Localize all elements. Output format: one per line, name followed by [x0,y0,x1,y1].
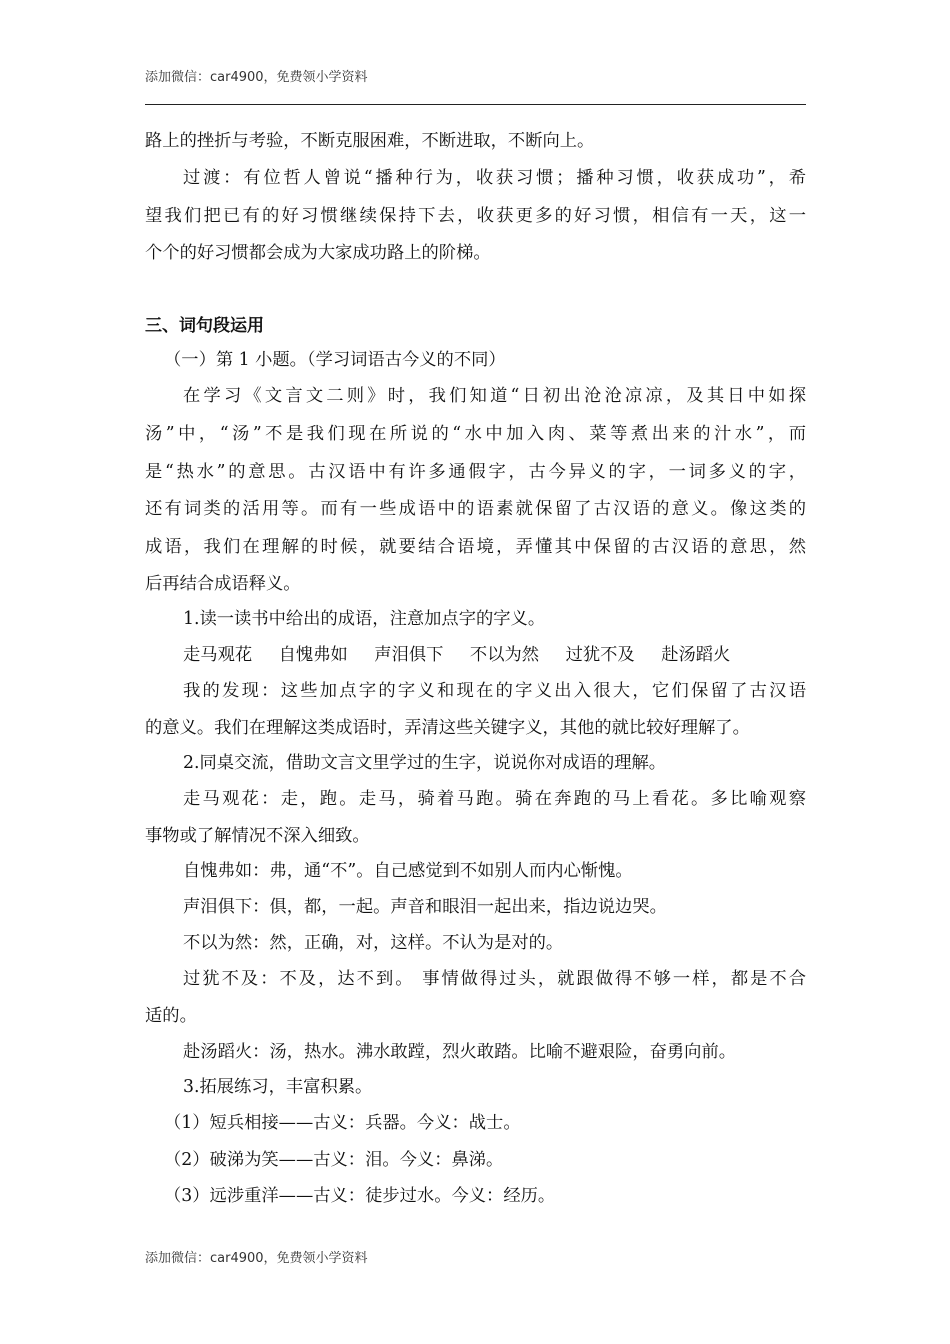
idiom-item: 走马观花 [183,645,253,665]
idiom-item: 过犹不及 [565,645,635,665]
idiom-list [183,640,751,665]
subsection-title: （一）第 1 小题。（学习词语古今义的不同） [164,350,506,370]
paragraph-line: 路上的挫折与考验，不断克服困难，不断进取，不断向上。 [145,131,595,151]
paragraph-line: 过渡：有位哲人曾说“播种行为，收获习惯；播种习惯，收获成功”，希 [183,168,806,188]
paragraph-line: 我的发现：这些加点字的字义和现在的字义出入很大，它们保留了古汉语 [183,681,806,701]
question-2: 2.同桌交流，借助文言文里学过的生字，说说你对成语的理解。 [183,753,667,773]
idiom-item: 赴汤蹈火 [661,645,731,665]
explanation-line: 走马观花：走，跑。走马，骑着马跑。骑在奔跑的马上看花。多比喻观察 [183,789,806,809]
question-1: 1.读一读书中给出的成语，注意加点字的字义。 [183,609,546,629]
exercise-item: （2）破涕为笑——古义：泪。今义：鼻涕。 [164,1150,504,1170]
explanation-line: 自愧弗如：弗，通“不”。自己感觉到不如别人而内心惭愧。 [183,861,633,881]
paragraph-line: 的意义。我们在理解这类成语时，弄清这些关键字义，其他的就比较好理解了。 [145,718,750,738]
header-divider [145,104,806,105]
paragraph-line: 后再结合成语释义。 [145,574,301,594]
paragraph-line: 在学习《文言文二则》时，我们知道“日初出沧沧凉凉，及其日中如探 [183,386,806,406]
explanation-line: 赴汤蹈火：汤，热水。沸水敢蹚，烈火敢踏。比喻不避艰险，奋勇向前。 [183,1042,737,1062]
exercise-item: （3）远涉重洋——古义：徒步过水。今义：经历。 [164,1186,556,1206]
paragraph-line: 汤”中，“汤”不是我们现在所说的“水中加入肉、菜等煮出来的汁水”，而 [145,424,806,444]
explanation-line: 事物或了解情况不深入细致。 [145,826,370,846]
section-title: 三、词句段运用 [145,316,264,336]
idiom-item: 不以为然 [469,645,540,665]
idiom-item: 声泪俱下 [374,645,444,665]
explanation-line: 声泪俱下：俱，都，一起。声音和眼泪一起出来，指边说边哭。 [183,897,667,917]
question-3: 3.拓展练习，丰富积累。 [183,1077,373,1097]
explanation-line: 过犹不及：不及，达不到。 事情做得过头，就跟做得不够一样，都是不合 [183,969,806,989]
explanation-line: 适的。 [145,1006,197,1026]
exercise-item: （1）短兵相接——古义：兵器。今义：战士。 [164,1113,521,1133]
page-header: 添加微信：car4900，免费领小学资料 [145,70,368,85]
idiom-item: 自愧弗如 [278,645,348,665]
page-footer: 添加微信：car4900，免费领小学资料 [145,1251,368,1266]
paragraph-line: 成语，我们在理解的时候，就要结合语境，弄懂其中保留的古汉语的意思，然 [145,537,806,557]
paragraph-line: 还有词类的活用等。而有一些成语中的语素就保留了古汉语的意义。像这类的 [145,499,806,519]
paragraph-line: 个个的好习惯都会成为大家成功路上的阶梯。 [145,243,491,263]
explanation-line: 不以为然：然，正确，对，这样。不认为是对的。 [183,933,564,953]
paragraph-line: 是“热水”的意思。古汉语中有许多通假字，古今异义的字，一词多义的字， [145,462,806,482]
paragraph-line: 望我们把已有的好习惯继续保持下去，收获更多的好习惯，相信有一天，这一 [145,206,806,226]
